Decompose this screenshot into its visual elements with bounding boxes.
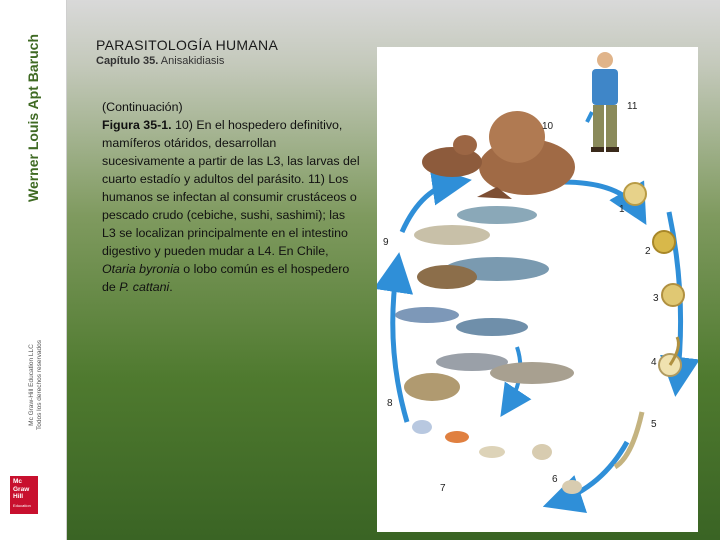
figure-label: Figura 35-1.	[102, 118, 172, 132]
copyright-line-2: Todos los derechos reservados	[36, 340, 43, 430]
book-title: PARASITOLOGÍA HUMANA	[96, 37, 279, 53]
stage-label-7: 7	[440, 483, 446, 494]
caption-text-1: 10) En el hospedero definitivo, mamíferos otáridos, desarrollan sucesivamente a partir de las L3, las larvas del cuarto estadío y adultos del parásito. 11) Los humanos se infectan al consumir crustáceos o pescado crudo (cebiche, sushi, sashimi); las L3 se localizan principalmente en el intestino digestivo y pueden mudar a L4. En Chile,	[102, 118, 360, 258]
egg-stage-3	[662, 284, 684, 306]
copyright-notice	[28, 340, 44, 430]
logo-line-3: Hill	[13, 493, 24, 500]
logo-line-2: Graw	[13, 485, 30, 493]
egg-stage-2	[653, 231, 675, 253]
chapter-subtitle	[96, 55, 224, 67]
logo-line-1: Mc	[13, 478, 23, 485]
stage-label-10: 10	[542, 121, 554, 132]
stage-label-6: 6	[552, 474, 558, 485]
arrow-fish-to-human	[587, 112, 592, 122]
caption-continuation: (Continuación)	[102, 100, 183, 114]
stage-label-11: 11	[627, 101, 638, 112]
egg-stage-1	[624, 183, 646, 205]
fishes	[395, 206, 574, 401]
species-cattani: P. cattani	[119, 280, 170, 294]
stage-label-2: 2	[645, 246, 651, 257]
human-figure	[591, 52, 619, 152]
species-otaria: Otaria byronia	[102, 262, 180, 276]
arrow-crustacean-to-fish	[393, 267, 407, 422]
stage-label-8: 8	[387, 398, 393, 409]
stage-label-1: 1	[619, 204, 625, 215]
author-name: Werner Louis Apt Baruch	[25, 33, 41, 203]
life-cycle-diagram	[377, 47, 698, 532]
chapter-label: Capítulo 35.	[96, 55, 159, 67]
chapter-name: Anisakidiasis	[160, 55, 225, 67]
caption-text-2: o lobo común es el hospedero de	[102, 262, 350, 294]
stage-label-3: 3	[653, 293, 659, 304]
publisher-logo	[10, 476, 38, 514]
caption-text-3: .	[169, 280, 173, 294]
caption-paragraph	[102, 116, 360, 296]
stage-label-9: 9	[383, 237, 389, 248]
life-cycle-figure	[377, 47, 698, 532]
figure-caption	[102, 98, 360, 296]
arrow-fish-to-seal	[402, 182, 457, 232]
stage-label-4: 4	[651, 357, 657, 368]
logo-subtitle: Education	[13, 502, 31, 508]
stage-label-5: 5	[651, 419, 657, 430]
sidebar	[0, 0, 67, 540]
copyright-line-1: Mc Graw-Hill Education LLC	[28, 344, 35, 426]
